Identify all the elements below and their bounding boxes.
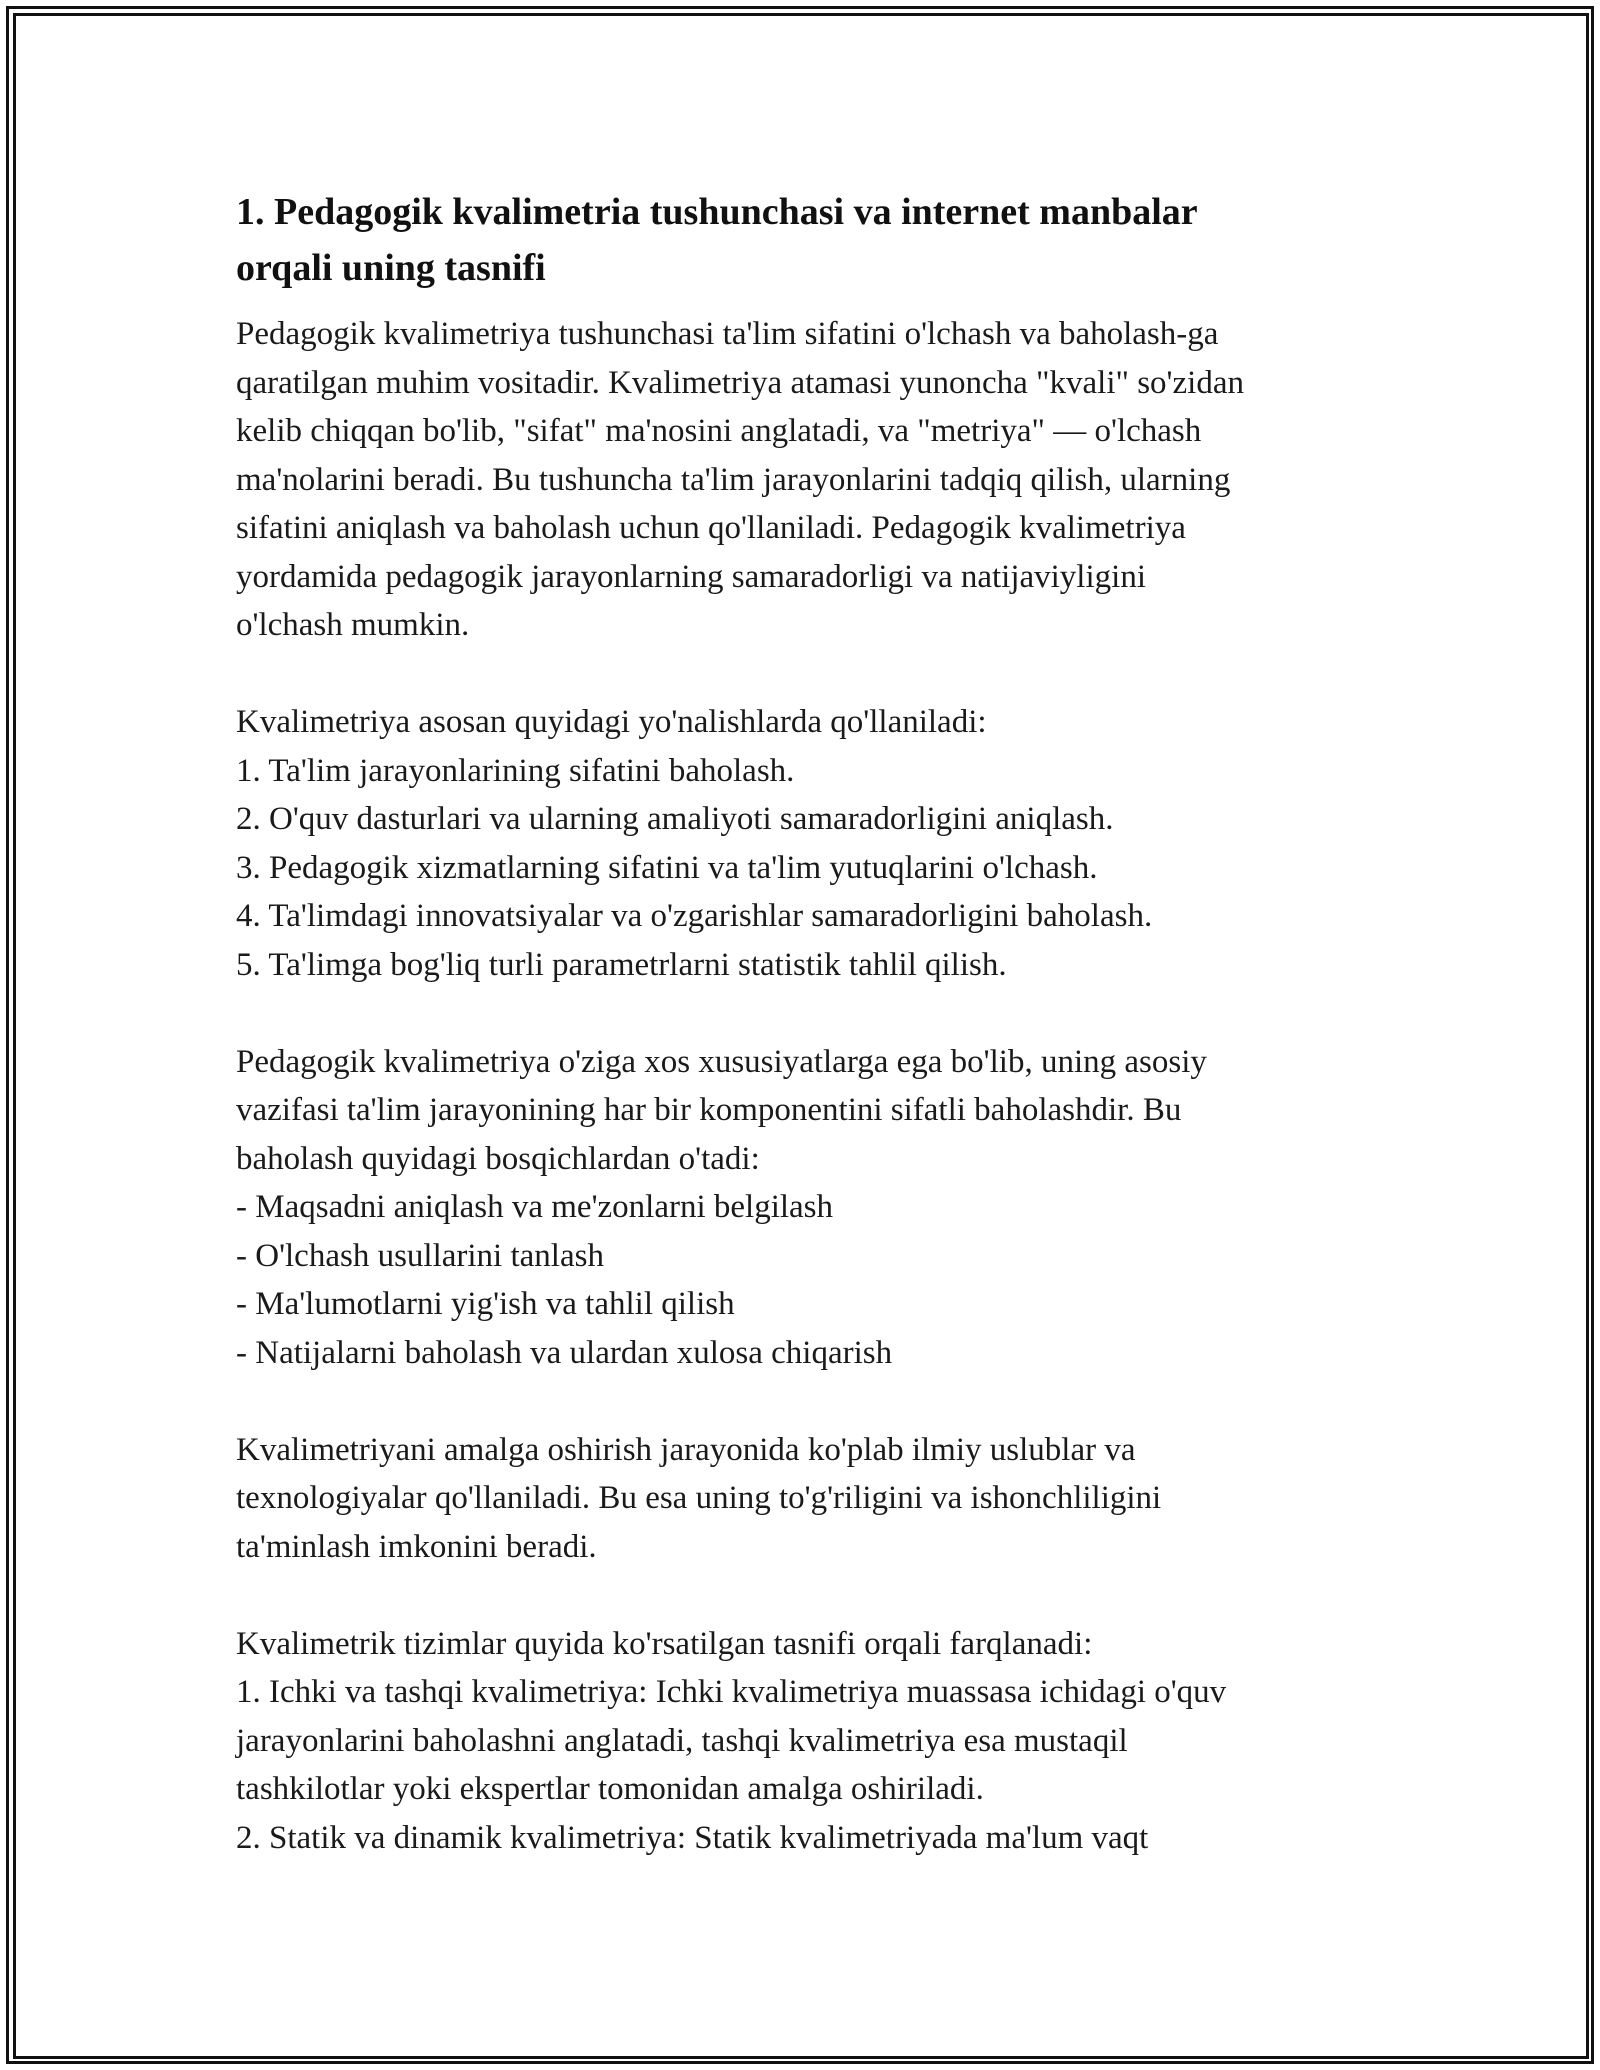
paragraph-definition <box>236 310 1366 650</box>
list-item: 4. Ta'limdagi innovatsiyalar va o'zgarishlar samaradorligini baholash. <box>236 898 1153 934</box>
text-line: Kvalimetriya asosan quyidagi yo'nalishlarda qo'llaniladi: <box>236 704 987 740</box>
list-item: 5. Ta'limga bog'liq turli parametrlarni statistik tahlil qilish. <box>236 946 1007 983</box>
text-line: yordamida pedagogik jarayonlarning samaradorligi va natijaviyligini <box>236 558 1146 595</box>
paragraph-methods <box>236 1426 1366 1572</box>
list-item: 2. Statik va dinamik kvalimetriya: Statik kvalimetriyada ma'lum vaqt <box>236 1819 1149 1856</box>
text-line: texnologiyalar qo'llaniladi. Bu esa uning to'g'riligini va ishonchliligini <box>236 1480 1162 1516</box>
text-line: Pedagogik kvalimetriya tushunchasi ta'lim sifatini o'lchash va baholash-ga <box>236 316 1219 352</box>
text-line: Pedagogik kvalimetriya o'ziga xos xususiyatlarga ega bo'lib, uning asosiy <box>236 1043 1207 1080</box>
list-item: 1. Ta'lim jarayonlarining sifatini baholash. <box>236 752 795 789</box>
text-line: o'lchash mumkin. <box>236 607 470 643</box>
list-item: 1. Ichki va tashqi kvalimetriya: Ichki kvalimetriya muassasa ichidagi o'quv <box>236 1674 1227 1710</box>
text-line: baholash quyidagi bosqichlardan o'tadi: <box>236 1140 760 1177</box>
title-line: orqali uning tasnifi <box>236 247 546 289</box>
text-line: ma'nolarini beradi. Bu tushuncha ta'lim jarayonlarini tadqiq qilish, ularning <box>236 461 1231 498</box>
text-line: ta'minlash imkonini beradi. <box>236 1528 597 1565</box>
text-line: Kvalimetrik tizimlar quyida ko'rsatilgan tasnifi orqali farqlanadi: <box>236 1625 1093 1662</box>
list-item: 2. O'quv dasturlari va ularning amaliyoti samaradorligini aniqlash. <box>236 801 1114 837</box>
paragraph-directions-list <box>236 698 1366 989</box>
text-line: Kvalimetriyani amalga oshirish jarayonida ko'plab ilmiy uslublar va <box>236 1431 1136 1468</box>
list-item: 3. Pedagogik xizmatlarning sifatini va ta'lim yutuqlarini o'lchash. <box>236 849 1098 886</box>
paragraph-gap <box>236 989 1366 1038</box>
document-body <box>236 184 1366 1862</box>
list-item: - Ma'lumotlarni yig'ish va tahlil qilish <box>236 1286 735 1322</box>
text-line: jarayonlarini baholashni anglatadi, tashqi kvalimetriya esa mustaqil <box>236 1722 1128 1759</box>
text-line: qaratilgan muhim vositadir. Kvalimetriya atamasi yunoncha "kvali" so'zidan <box>236 364 1244 401</box>
text-line: kelib chiqqan bo'lib, "sifat" ma'nosini anglatadi, va "metriya" — o'lchash <box>236 413 1202 449</box>
text-line: tashkilotlar yoki ekspertlar tomonidan amalga oshiriladi. <box>236 1771 984 1807</box>
document-title <box>236 184 1366 296</box>
title-line: 1. Pedagogik kvalimetria tushunchasi va internet manbalar <box>236 191 1198 233</box>
list-item: - Maqsadni aniqlash va me'zonlarni belgilash <box>236 1189 834 1225</box>
paragraph-gap <box>236 650 1366 699</box>
list-item: - Natijalarni baholash va ulardan xulosa chiqarish <box>236 1334 893 1371</box>
text-line: sifatini aniqlash va baholash uchun qo'llaniladi. Pedagogik kvalimetriya <box>236 510 1186 546</box>
text-line: vazifasi ta'lim jarayonining har bir komponentini sifatli baholashdir. Bu <box>236 1092 1182 1128</box>
paragraph-classification <box>236 1620 1366 1863</box>
paragraph-stages <box>236 1038 1366 1378</box>
paragraph-gap <box>236 1571 1366 1620</box>
list-item: - O'lchash usullarini tanlash <box>236 1237 604 1274</box>
paragraph-gap <box>236 1377 1366 1426</box>
